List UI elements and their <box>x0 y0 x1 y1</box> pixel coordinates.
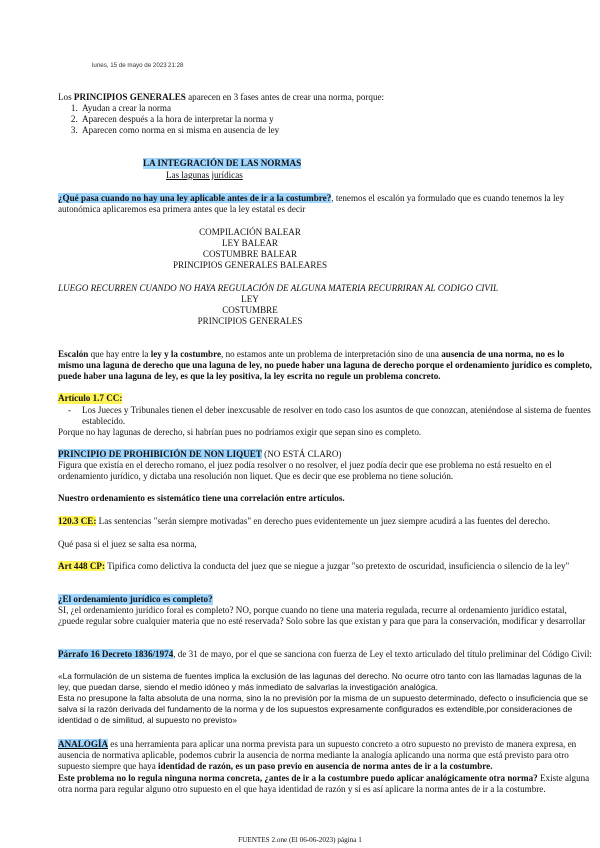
question-rest: , tenemos el escalón ya formulado que es cuando tenemos la ley autonómica aplicaremos esa primera antes que la ley estatal es decir <box>58 193 565 215</box>
list-item: 2. Aparecen después a la hora de interpretar la norma y <box>80 114 279 125</box>
escalon-bold: ley y la costumbre <box>150 349 222 359</box>
analogia-label: ANALOGÍA <box>58 739 109 749</box>
escalon-bold: , no es lo mismo una laguna de derecho que una laguna de ley, no puede haber una laguna de derecho porque el ordenamiento jurídico es completo, puede haber una laguna de ley, es que la ley positiva, la ley escrita no regule un problema concreto. <box>58 349 592 382</box>
question-highlight: ¿Qué pasa cuando no hay una ley aplicable antes de ir a la costumbre? <box>58 193 332 203</box>
balear-hierarchy-item: LEY BALEAR <box>222 238 278 248</box>
list-item: 1. Ayudan a crear la norma <box>80 103 279 114</box>
luego-line: LUEGO RECURREN CUANDO NO HAYA REGULACIÓN DE ALGUNA MATERIA RECURRIRAN AL CODIGO CIVIL <box>58 283 499 293</box>
analogia-bold: identidad de razón, es un paso previo en ausencia de norma antes de ir a la costumbre. <box>158 761 493 772</box>
art448-text: Tipifica como delictiva la conducta del juez que se niegue a juzgar "so pretexto de oscuridad, insuficiencia o silencio de la ley" <box>104 561 570 571</box>
section-subtitle: Las lagunas jurídicas <box>166 170 243 180</box>
list-item: 3. Aparecen como norma en si misma en ausencia de ley <box>80 125 279 136</box>
note-time: 21:28 <box>168 62 184 69</box>
art17-label: Artículo 1.7 CC: <box>58 393 123 403</box>
analogia-bold: Este problema no lo regula ninguna norma concreta, ¿antes de ir a la costumbre puedo aplicar analógicamente otra norma? <box>58 772 538 783</box>
balear-hierarchy-item: COSTUMBRE BALEAR <box>202 249 298 259</box>
balear-hierarchy-item: COMPILACIÓN BALEAR <box>199 227 301 237</box>
escalon-paragraph <box>58 349 592 383</box>
decreto-label: Párrafo 16 Decreto 1836/1974 <box>58 649 174 659</box>
non-liquet-text: Figura que existía en el derecho romano, el juez podía resolver o no resolver, el juez podía decir que ese problema no está resuelto en el ordenamiento jurídico, y dictaba una resolución non liquet. Que es decir que ese problema no tiene solución. <box>58 460 552 482</box>
art17-item-text: Los Jueces y Tribunales tienen el deber inexcusable de resolver en todo caso los asuntos de que conozcan, ateniéndose al sistema de fuentes establecido. <box>82 405 591 427</box>
non-liquet-title: PRINCIPIO DE PROHIBICIÓN DE NON LIQUET <box>58 449 262 459</box>
analogia-paragraph <box>58 739 592 795</box>
sistematico-line: Nuestro ordenamiento es sistemático tiene una correlación entre artículos. <box>58 493 345 503</box>
non-liquet-heading <box>58 449 592 460</box>
analogia-text: es una herramienta para aplicar una norma prevista para un supuesto concreto a otro supuesto no previsto de manera expresa, en ausencia de normativa aplicable, podemos cubrir la ausencia de norma mediante la analogía aplicando una norma que está previsto para otro supuesto siempre que haya <box>58 739 577 772</box>
completo-question: ¿El ordenamiento jurídico es completo? <box>58 594 213 604</box>
intro-bold: PRINCIPIOS GENERALES <box>73 92 186 102</box>
escalon-text: , no estamos ante un problema de interpretación sino de una <box>221 349 442 359</box>
escalon-bold: ausencia de una norma <box>441 349 531 359</box>
balear-hierarchy-item: PRINCIPIOS GENERALES BALEARES <box>172 260 328 270</box>
decreto-quote-2: Esta no presupone la falta absoluta de una norma, sino la no previsión por la misma de un supuesto determinado, defecto o insuficiencia que se salva si la razón derivada del fundamento de la norma y de los supuestos expresamente configurados es extendible,por consideraciones de identidad o de similitud, al supuesto no previsto» <box>58 693 588 726</box>
ce1203-paragraph <box>58 516 592 527</box>
completo-text: SI, ¿el ordenamiento jurídico foral es completo? NO, porque cuando no tiene una materia regulada, recurre al ordenamiento jurídico estatal, ¿puede regular sobre cualquier materia que no esté reservada? Solo sobre las que existan y para que para la conservación, modificar y desarrollar <box>58 605 586 627</box>
que-pasa-line: Qué pasa si el juez se salta esa norma, <box>58 539 197 549</box>
ce1203-text: Las sentencias "serán siempre motivadas" en derecho pues evidentemente un juez siempre acudirá a las fuentes del derecho. <box>96 516 550 526</box>
reasons-list <box>58 103 279 137</box>
question-paragraph <box>58 193 592 215</box>
escalon-term: Escalón <box>58 349 89 359</box>
escalon-text: que hay entre la <box>88 349 151 359</box>
decreto-paragraph <box>58 649 592 660</box>
intro-pre: Los <box>58 92 74 102</box>
page-footer: FUENTES 2.one (El 06-06-2023) página 1 <box>238 836 362 844</box>
art448-paragraph <box>58 561 592 572</box>
intro-paragraph <box>58 92 592 103</box>
note-date: lunes, 15 de mayo de 2023 <box>92 62 167 69</box>
art17-note: Porque no hay lagunas de derecho, si habrían pues no podríamos exigir que sepan sino es completo. <box>58 427 422 437</box>
decreto-quote-1: «La formulación de un sistema de fuentes implica la exclusión de las lagunas del derecho. No ocurre otro tanto con las llamadas lagunas de la ley, que puedan darse, siendo el medio idóneo y más inmediato de salvarlas la investigación analógica. <box>58 671 582 693</box>
civil-hierarchy-item: COSTUMBRE <box>222 305 278 315</box>
analogia-text: Existe alguna otra norma para regular alguno otro supuesto en el que haya identidad de razón y si es así aplicare la norma antes de ir a la costumbre. <box>58 772 590 794</box>
art17-item: - Los Jueces y Tribunales tienen el deber inexcusable de resolver en todo caso los asuntos de que conozcan, ateniéndose al sistema de fuentes establecido. <box>68 405 591 427</box>
civil-hierarchy-item: PRINCIPIOS GENERALES <box>197 316 303 326</box>
section-title: LA INTEGRACIÓN DE LAS NORMAS <box>143 158 302 168</box>
non-liquet-title-rest: (NO ESTÁ CLARO) <box>261 449 342 459</box>
art448-label: Art 448 CP: <box>58 561 105 571</box>
decreto-text: , de 31 de mayo, por el que se sanciona con fuerza de Ley el texto articulado del título preliminar del Código Civil: <box>173 649 592 659</box>
ce1203-label: 120.3 CE: <box>58 516 97 526</box>
civil-hierarchy-item: LEY <box>241 294 259 304</box>
intro-post: aparecen en 3 fases antes de crear una norma, porque: <box>185 92 385 102</box>
